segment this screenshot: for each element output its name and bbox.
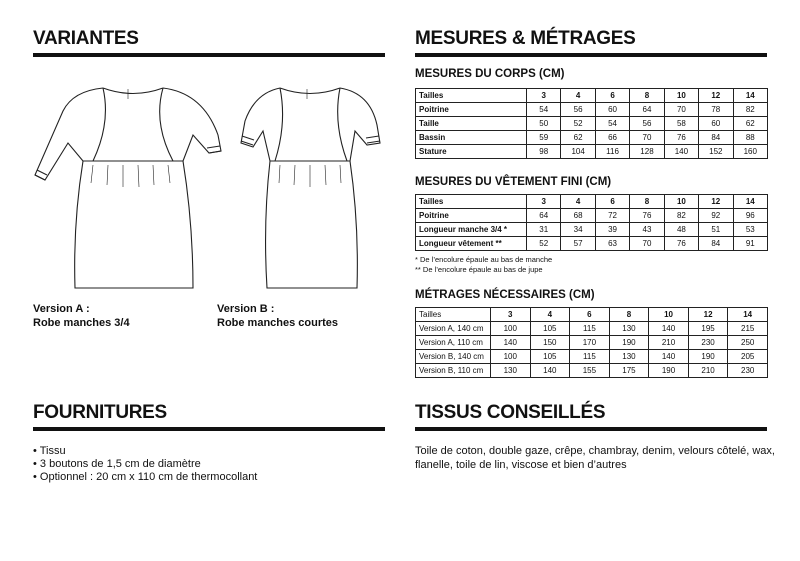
table-cell: 100 <box>491 322 531 336</box>
table-cell: 190 <box>649 364 689 378</box>
size-header-cell: 3 <box>527 89 561 103</box>
table-cell: 190 <box>609 336 649 350</box>
table-cell: 195 <box>688 322 728 336</box>
table-row <box>416 117 768 131</box>
table-cell: 115 <box>570 322 610 336</box>
version-b-desc: Robe manches courtes <box>217 317 339 329</box>
size-header-cell: 14 <box>728 308 768 322</box>
size-header-cell: 10 <box>664 89 698 103</box>
size-header-cell: 14 <box>733 195 767 209</box>
vetement-title: MESURES DU VÊTEMENT FINI (CM) <box>415 176 612 188</box>
table-cell: 82 <box>664 209 698 223</box>
header-cell: Tailles <box>416 195 527 209</box>
table-cell: 115 <box>570 350 610 364</box>
size-header-cell: 3 <box>491 308 531 322</box>
table-cell: 52 <box>527 237 561 251</box>
tissus-rule <box>415 427 767 431</box>
table-cell: 70 <box>630 131 664 145</box>
table-cell: 155 <box>570 364 610 378</box>
table-cell: 105 <box>530 350 570 364</box>
row-label: Poitrine <box>416 103 527 117</box>
size-header-cell: 6 <box>570 308 610 322</box>
vetement-table <box>415 194 768 251</box>
header-cell: Tailles <box>416 308 491 322</box>
dress-b-drawing <box>235 83 385 293</box>
table-cell: 230 <box>688 336 728 350</box>
table-cell: 50 <box>527 117 561 131</box>
version-b-title: Version B : <box>217 303 275 315</box>
table-cell: 76 <box>664 131 698 145</box>
table-cell: 76 <box>664 237 698 251</box>
size-header-cell: 6 <box>595 195 629 209</box>
table-row <box>416 350 768 364</box>
row-label: Version A, 110 cm <box>416 336 491 350</box>
table-cell: 84 <box>699 131 733 145</box>
table-cell: 54 <box>595 117 629 131</box>
table-row <box>416 237 768 251</box>
table-row <box>416 209 768 223</box>
table-cell: 66 <box>595 131 629 145</box>
metrages-title: MÉTRAGES NÉCESSAIRES (CM) <box>415 289 595 301</box>
size-header-cell: 10 <box>664 195 698 209</box>
table-cell: 58 <box>664 117 698 131</box>
fournitures-rule <box>33 427 385 431</box>
table-cell: 57 <box>561 237 595 251</box>
table-row <box>416 336 768 350</box>
table-header-row <box>416 308 768 322</box>
table-cell: 64 <box>630 103 664 117</box>
table-cell: 92 <box>699 209 733 223</box>
tissus-line-1: Toile de coton, double gaze, crêpe, chambray, denim, velours côtelé, wax, <box>415 445 775 457</box>
table-header-row <box>416 89 768 103</box>
table-cell: 210 <box>688 364 728 378</box>
note-2: ** De l’encolure épaule au bas de jupe <box>415 265 543 274</box>
table-cell: 43 <box>630 223 664 237</box>
version-b-caption <box>217 302 338 330</box>
table-cell: 210 <box>649 336 689 350</box>
fournitures-list <box>33 445 257 484</box>
metrages-table <box>415 307 768 378</box>
table-row <box>416 145 768 159</box>
table-row <box>416 103 768 117</box>
table-cell: 130 <box>609 350 649 364</box>
table-cell: 160 <box>733 145 767 159</box>
table-header-row <box>416 195 768 209</box>
variantes-rule <box>33 53 385 57</box>
table-cell: 170 <box>570 336 610 350</box>
table-cell: 205 <box>728 350 768 364</box>
table-cell: 39 <box>595 223 629 237</box>
table-cell: 60 <box>699 117 733 131</box>
header-cell: Tailles <box>416 89 527 103</box>
table-cell: 82 <box>733 103 767 117</box>
table-cell: 76 <box>630 209 664 223</box>
size-header-cell: 10 <box>649 308 689 322</box>
table-cell: 88 <box>733 131 767 145</box>
size-header-cell: 8 <box>609 308 649 322</box>
size-header-cell: 4 <box>561 195 595 209</box>
table-cell: 62 <box>561 131 595 145</box>
table-row <box>416 131 768 145</box>
table-cell: 53 <box>733 223 767 237</box>
table-row <box>416 223 768 237</box>
table-cell: 128 <box>630 145 664 159</box>
row-label: Bassin <box>416 131 527 145</box>
table-cell: 70 <box>664 103 698 117</box>
table-cell: 64 <box>527 209 561 223</box>
size-header-cell: 4 <box>530 308 570 322</box>
row-label: Version B, 110 cm <box>416 364 491 378</box>
list-item: • Optionnel : 20 cm x 110 cm de thermocollant <box>33 471 258 483</box>
table-cell: 140 <box>649 322 689 336</box>
table-cell: 100 <box>491 350 531 364</box>
table-cell: 152 <box>699 145 733 159</box>
row-label: Version B, 140 cm <box>416 350 491 364</box>
size-header-cell: 12 <box>699 89 733 103</box>
table-cell: 140 <box>649 350 689 364</box>
table-cell: 72 <box>595 209 629 223</box>
row-label: Poitrine <box>416 209 527 223</box>
table-cell: 84 <box>699 237 733 251</box>
size-header-cell: 4 <box>561 89 595 103</box>
table-cell: 104 <box>561 145 595 159</box>
table-cell: 34 <box>561 223 595 237</box>
table-cell: 62 <box>733 117 767 131</box>
size-header-cell: 8 <box>630 195 664 209</box>
table-cell: 140 <box>530 364 570 378</box>
row-label: Taille <box>416 117 527 131</box>
table-cell: 105 <box>530 322 570 336</box>
row-label: Longueur manche 3/4 * <box>416 223 527 237</box>
table-cell: 130 <box>609 322 649 336</box>
variantes-title: VARIANTES <box>33 28 139 49</box>
size-header-cell: 3 <box>527 195 561 209</box>
version-a-desc: Robe manches 3/4 <box>33 317 130 329</box>
table-cell: 215 <box>728 322 768 336</box>
table-cell: 98 <box>527 145 561 159</box>
table-cell: 175 <box>609 364 649 378</box>
table-cell: 150 <box>530 336 570 350</box>
size-header-cell: 14 <box>733 89 767 103</box>
table-row <box>416 364 768 378</box>
row-label: Version A, 140 cm <box>416 322 491 336</box>
fournitures-title: FOURNITURES <box>33 402 167 423</box>
dress-a-drawing <box>33 83 233 293</box>
table-cell: 48 <box>664 223 698 237</box>
table-cell: 116 <box>595 145 629 159</box>
table-cell: 96 <box>733 209 767 223</box>
table-cell: 52 <box>561 117 595 131</box>
size-header-cell: 12 <box>688 308 728 322</box>
table-cell: 78 <box>699 103 733 117</box>
table-cell: 91 <box>733 237 767 251</box>
table-cell: 140 <box>664 145 698 159</box>
tissus-text <box>415 444 775 472</box>
table-cell: 130 <box>491 364 531 378</box>
row-label: Longueur vêtement ** <box>416 237 527 251</box>
size-header-cell: 8 <box>630 89 664 103</box>
table-row <box>416 322 768 336</box>
row-label: Stature <box>416 145 527 159</box>
table-cell: 59 <box>527 131 561 145</box>
mesures-title: MESURES & MÉTRAGES <box>415 28 636 49</box>
table-cell: 54 <box>527 103 561 117</box>
corps-title: MESURES DU CORPS (CM) <box>415 68 565 80</box>
list-item: • Tissu <box>33 445 66 457</box>
size-header-cell: 12 <box>699 195 733 209</box>
size-header-cell: 6 <box>595 89 629 103</box>
table-cell: 70 <box>630 237 664 251</box>
vetement-notes <box>415 255 552 275</box>
version-a-caption <box>33 302 130 330</box>
list-item: • 3 boutons de 1,5 cm de diamètre <box>33 458 201 470</box>
table-cell: 31 <box>527 223 561 237</box>
corps-table <box>415 88 768 159</box>
note-1: * De l’encolure épaule au bas de manche <box>415 255 553 264</box>
table-cell: 68 <box>561 209 595 223</box>
table-cell: 60 <box>595 103 629 117</box>
table-cell: 140 <box>491 336 531 350</box>
mesures-rule <box>415 53 767 57</box>
table-cell: 56 <box>561 103 595 117</box>
table-cell: 250 <box>728 336 768 350</box>
table-cell: 56 <box>630 117 664 131</box>
table-cell: 190 <box>688 350 728 364</box>
table-cell: 51 <box>699 223 733 237</box>
table-cell: 230 <box>728 364 768 378</box>
version-a-title: Version A : <box>33 303 90 315</box>
tissus-title: TISSUS CONSEILLÉS <box>415 402 606 423</box>
tissus-line-2: flanelle, toile de lin, viscose et bien d’autres <box>415 459 627 471</box>
table-cell: 63 <box>595 237 629 251</box>
